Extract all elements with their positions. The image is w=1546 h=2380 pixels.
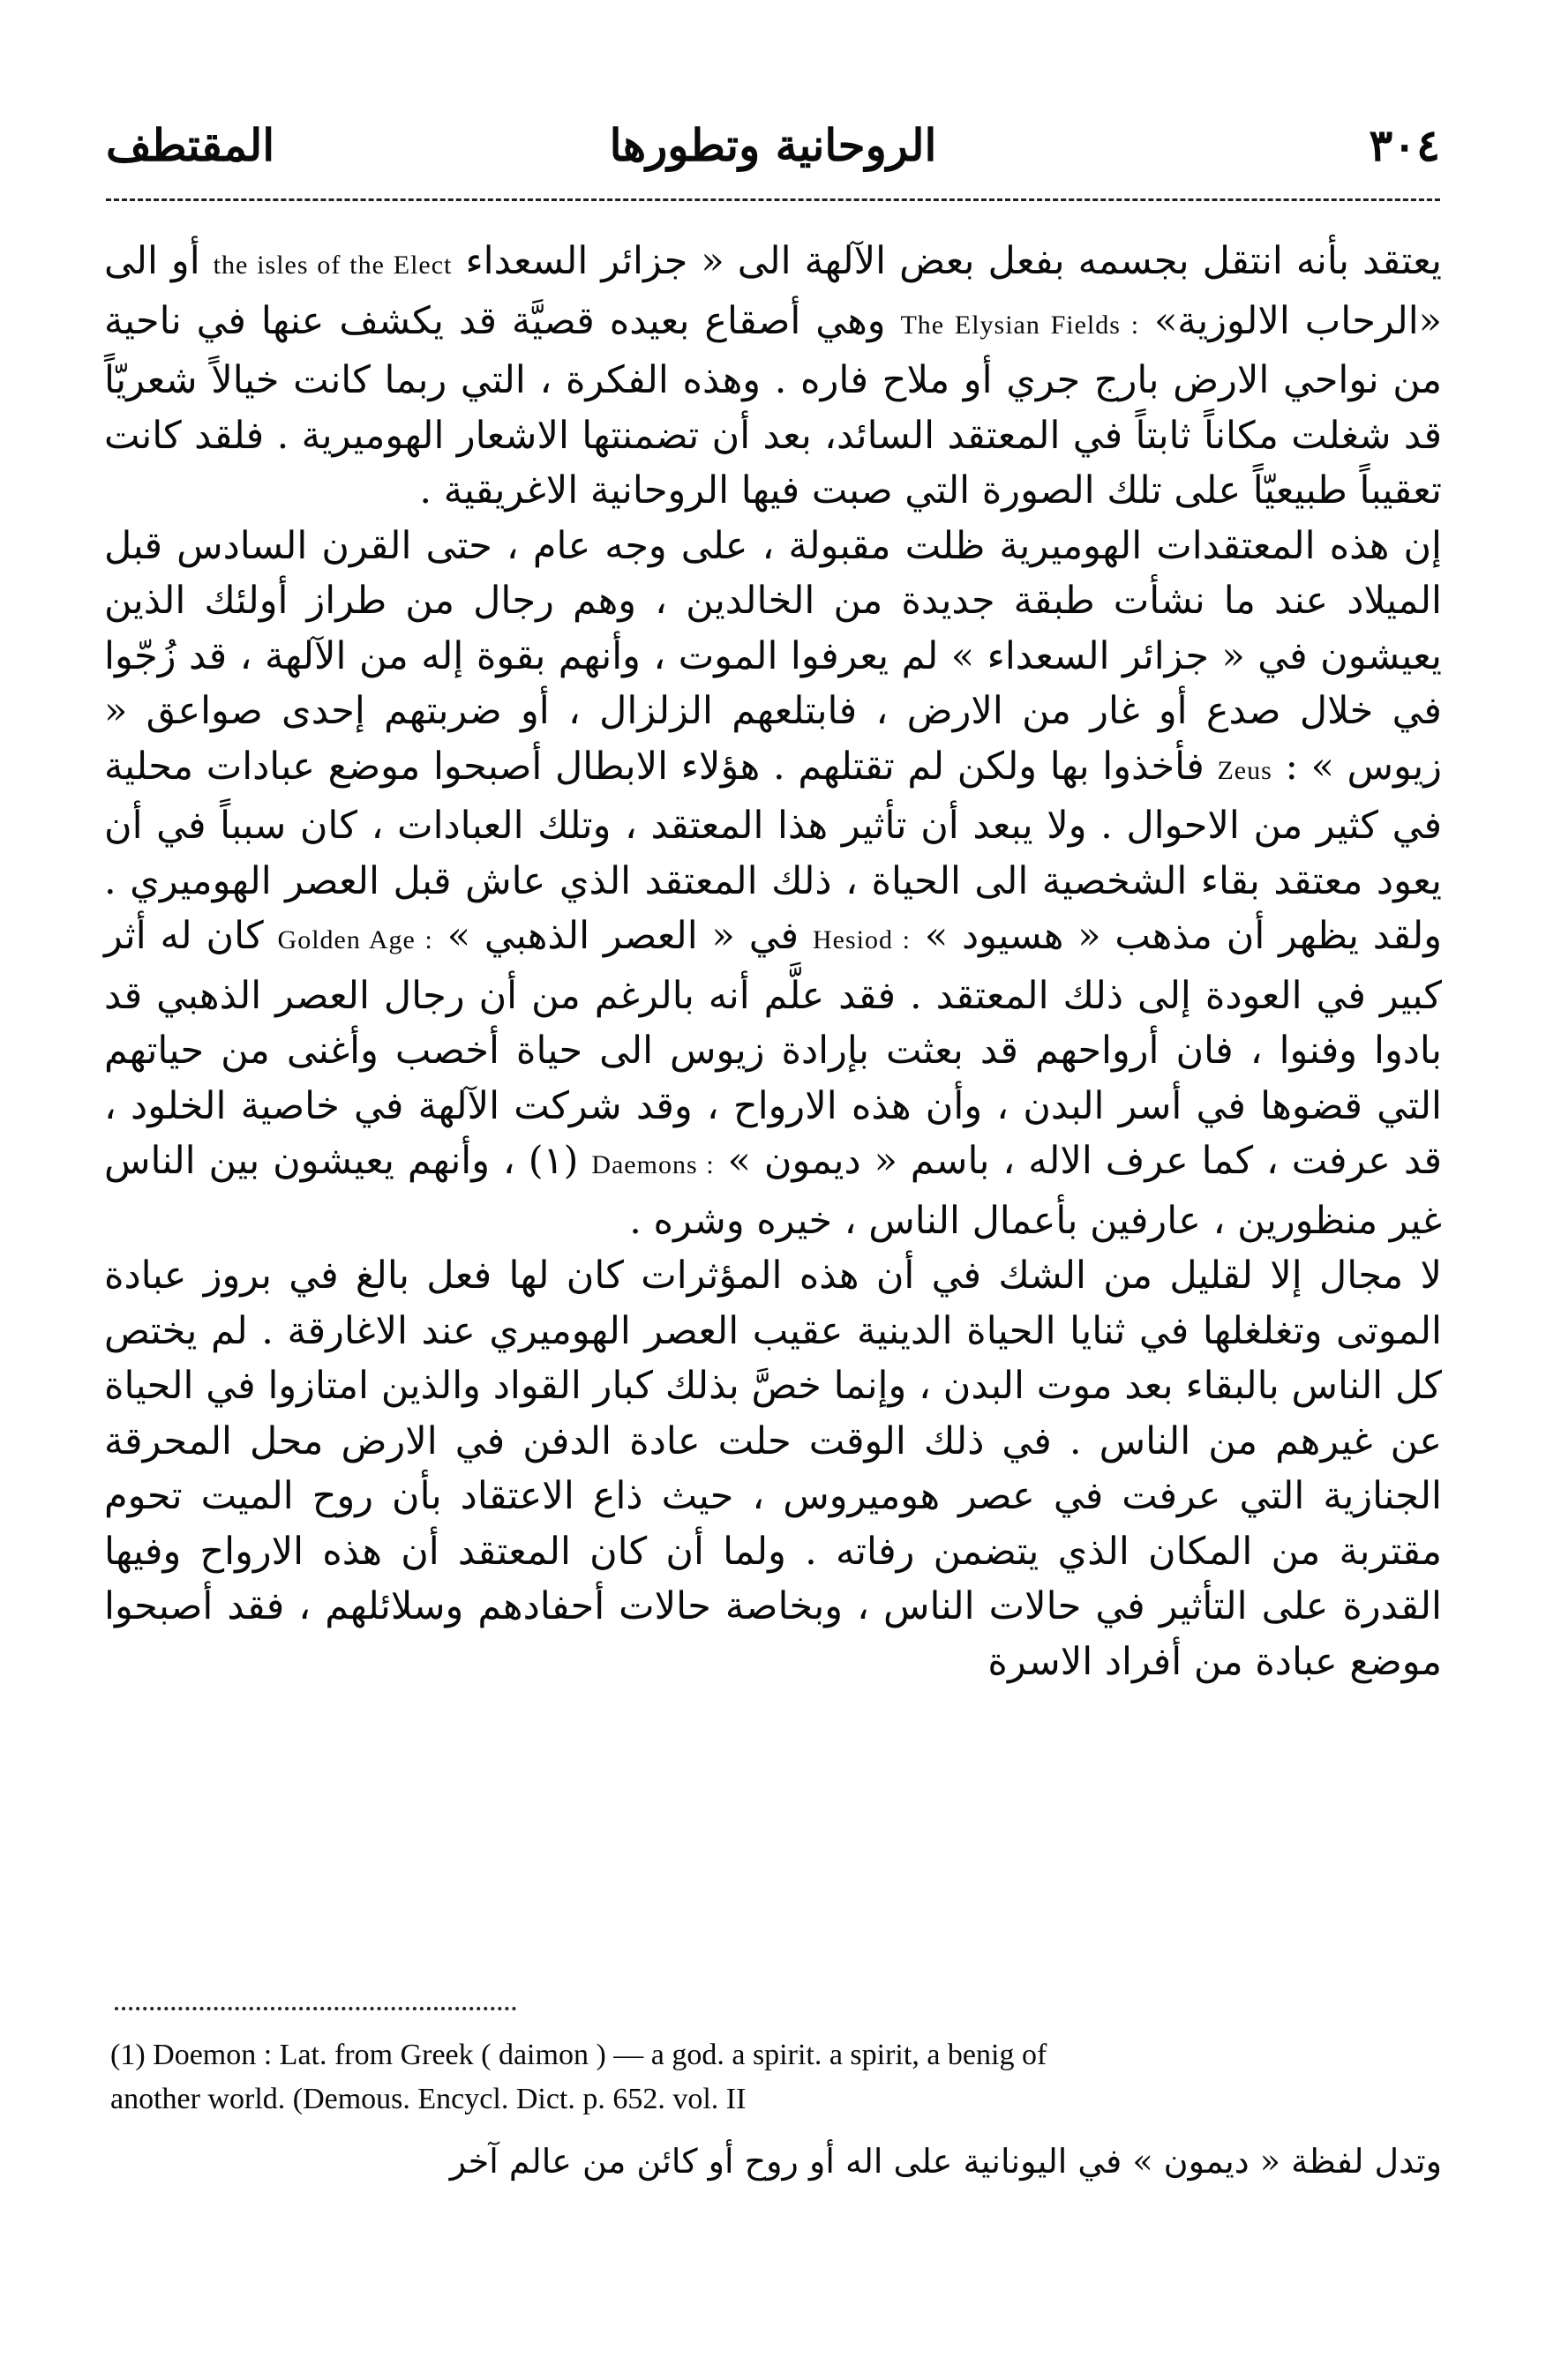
running-header bbox=[106, 110, 1440, 181]
footnote-divider bbox=[115, 2007, 516, 2010]
text-segment: فأخذوا بها ولكن لم تقتلهم . هؤلاء الابطال أصبحوا موضع عبادات محلية في كثير من الاحوال . ولا يبعد أن تأثير هذا المعتقد ، وتلك العبادات ، كان سبباً في أن يعود معتقد بقاء الشخصية الى الحياة ، ذلك المعتقد الذي عاش قبل العصر الهوميري . ولقد يظهر أن مذهب « هسيود » bbox=[104, 744, 1443, 958]
body-text bbox=[104, 234, 1442, 1689]
text-segment: وهي أصقاع بعيده قصيَّة قد يكشف عنها في ناحية من نواحي الارض بارج جري أو ملاح فاره . وهذه الفكرة ، التي ربما كانت خيالاً شعريّاً قد شغلت مكاناً ثابتاً في المعتقد السائد، بعد أن تضمنتها الاشعار الهوميرية . فلقد كانت تعقيباً طبيعيّاً على تلك الصورة التي صبت فيها الروحانية الاغريقية . bbox=[104, 298, 1442, 513]
footnote-latin-line: another world. (Demous. Encycl. Dict. p. 652. vol. II bbox=[110, 2083, 747, 2115]
text-segment: يعتقد بأنه انتقل بجسمه بفعل بعض الآلهة الى « جزائر السعداء bbox=[452, 239, 1442, 283]
page-number: ٣٠٤ bbox=[1369, 119, 1440, 171]
latin-term: Daemons : bbox=[591, 1150, 715, 1179]
text-segment: (١) ، وأنهم يعيشون بين الناس غير منظورين ، عارفين بأعمال الناس ، خيره وشره . bbox=[104, 1139, 1442, 1243]
latin-term: Zeus bbox=[1217, 755, 1272, 785]
footnote-latin-line: (1) Doemon : Lat. from Greek ( daimon ) — a god. a spirit. a spirit, a benig of bbox=[110, 2039, 1047, 2071]
text-segment: إن هذه المعتقدات الهوميرية ظلت مقبولة ، على وجه عام ، حتى القرن السادس قبل الميلاد عند ما نشأت طبقة جديدة من الخالدين ، وهم رجال من طراز أولئك الذين يعيشون في « جزائر السعداء » لم يعرفوا الموت ، وأنهم بقوة إله من الآلهة ، قد زُجّوا في خلال صدع أو غار من الارض ، فابتلعهم الزلزال ، أو ضربتهم إحدى صواعق « زيوس » : bbox=[104, 523, 1442, 789]
footnote-arabic: وتدل لفظة « ديمون » في اليونانية على اله أو روح أو كائن من عالم آخر bbox=[449, 2142, 1442, 2181]
latin-term: the isles of the Elect bbox=[213, 251, 453, 280]
footnote-latin bbox=[110, 2033, 1442, 2122]
text-segment: أو الى «الرحاب الالوزية» bbox=[104, 239, 1442, 343]
text-segment: كان له أثر كبير في العودة إلى ذلك المعتقد . فقد علَّم أنه بالرغم من أن رجال العصر الذهبي قد بادوا وفنوا ، فان أرواحهم قد بعثت بإرادة زيوس الى حياة أخصب وأغنى من حياتهم التي قضوها في أسر البدن ، وأن هذه الارواح ، وقد شركت الآلهة في خاصية الخلود ، قد عرفت ، كما عرف الاله ، باسم « ديمون » bbox=[104, 914, 1443, 1183]
latin-term: Golden Age : bbox=[277, 925, 433, 954]
latin-term: Hesiod : bbox=[812, 925, 911, 954]
paragraph bbox=[104, 1248, 1442, 1689]
latin-term: The Elysian Fields : bbox=[900, 310, 1140, 340]
text-segment: في « العصر الذهبي » bbox=[432, 914, 813, 958]
paragraph bbox=[104, 234, 1442, 519]
journal-name: المقتطف bbox=[106, 119, 275, 171]
header-divider bbox=[106, 198, 1440, 201]
paragraph bbox=[104, 519, 1442, 1249]
chapter-title: الروحانية وتطورها bbox=[609, 119, 937, 171]
text-segment: لا مجال إلا لقليل من الشك في أن هذه المؤثرات كان لها فعل بالغ في بروز عبادة الموتى وتغلغلها في ثنايا الحياة الدينية عقيب العصر الهوميري عند الاغارقة . لم يختص كل الناس بالبقاء بعد موت البدن ، وإنما خصَّ بذلك كبار القواد والذين امتازوا في الحياة عن غيرهم من الناس . في ذلك الوقت حلت عادة الدفن في الارض محل المحرقة الجنازية التي عرفت في عصر هوميروس ، حيث ذاع الاعتقاد بأن روح الميت تحوم مقتربة من المكان الذي يتضمن رفاته . ولما أن كان المعتقد أن هذه الارواح وفيها القدرة على التأثير في حالات الناس ، وبخاصة حالات أحفادهم وسلائلهم ، فقد أصبحوا موضع عبادة من أفراد الاسرة bbox=[104, 1254, 1442, 1684]
